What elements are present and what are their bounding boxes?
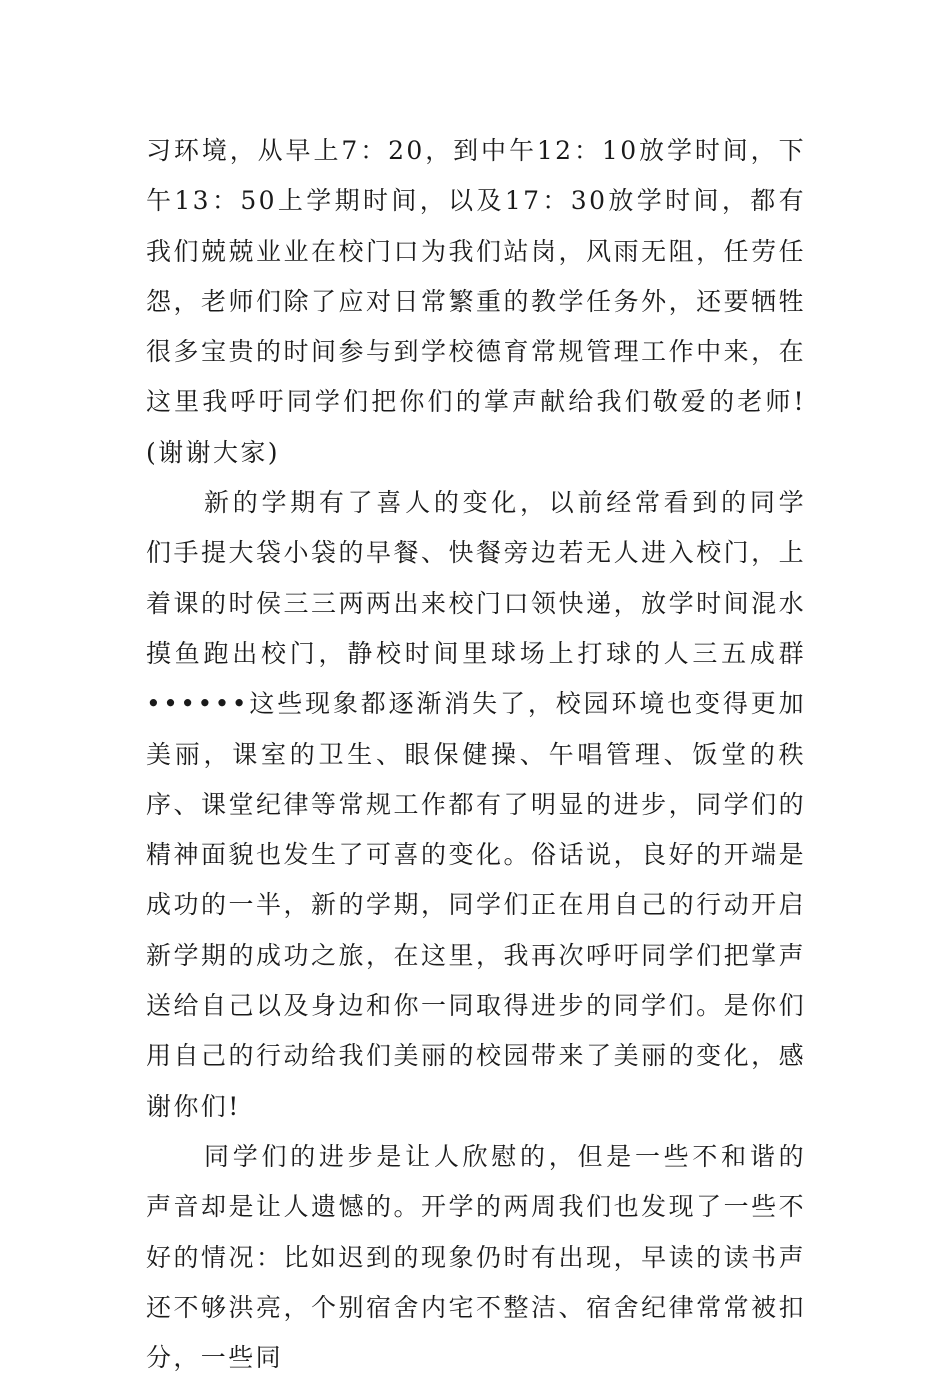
paragraph-new-semester-changes: 新的学期有了喜人的变化，以前经常看到的同学们手提大袋小袋的早餐、快餐旁边若无人进入校门，上着课的时侯三三两两出来校门口领快递，放学时间混水摸鱼跑出校门，静校时间里球场上打球的人三五成群••••••这些现象都逐渐消失了，校园环境也变得更加美丽，课室的卫生、眼保健操、午唱管理、饭堂的秩序、课堂纪律等常规工作都有了明显的进步，同学们的精神面貌也发生了可喜的变化。俗话说，良好的开端是成功的一半，新的学期，同学们正在用自己的行动开启新学期的成功之旅，在这里，我再次呼吁同学们把掌声送给自己以及身边和你一同取得进步的同学们。是你们用自己的行动给我们美丽的校园带来了美丽的变化，感谢你们! — [146, 488, 806, 1121]
paragraph-continued: 习环境，从早上7：20，到中午12：10放学时间，下午13：50上学期时间，以及17：30放学时间，都有我们兢兢业业在校门口为我们站岗，风雨无阻，任劳任怨，老师们除了应对日常繁重的教学任务外，还要牺牲很多宝贵的时间参与到学校德育常规管理工作中来，在这里我呼吁同学们把你们的掌声献给我们敬爱的老师!(谢谢大家) — [146, 136, 806, 467]
paragraph-remaining-issues: 同学们的进步是让人欣慰的，但是一些不和谐的声音却是让人遗憾的。开学的两周我们也发现了一些不好的情况：比如迟到的现象仍时有出现，早读的读书声还不够洪亮，个别宿舍内宅不整洁、宿舍纪律常常被扣分，一些同 — [146, 1141, 806, 1373]
document-body — [146, 126, 806, 1383]
